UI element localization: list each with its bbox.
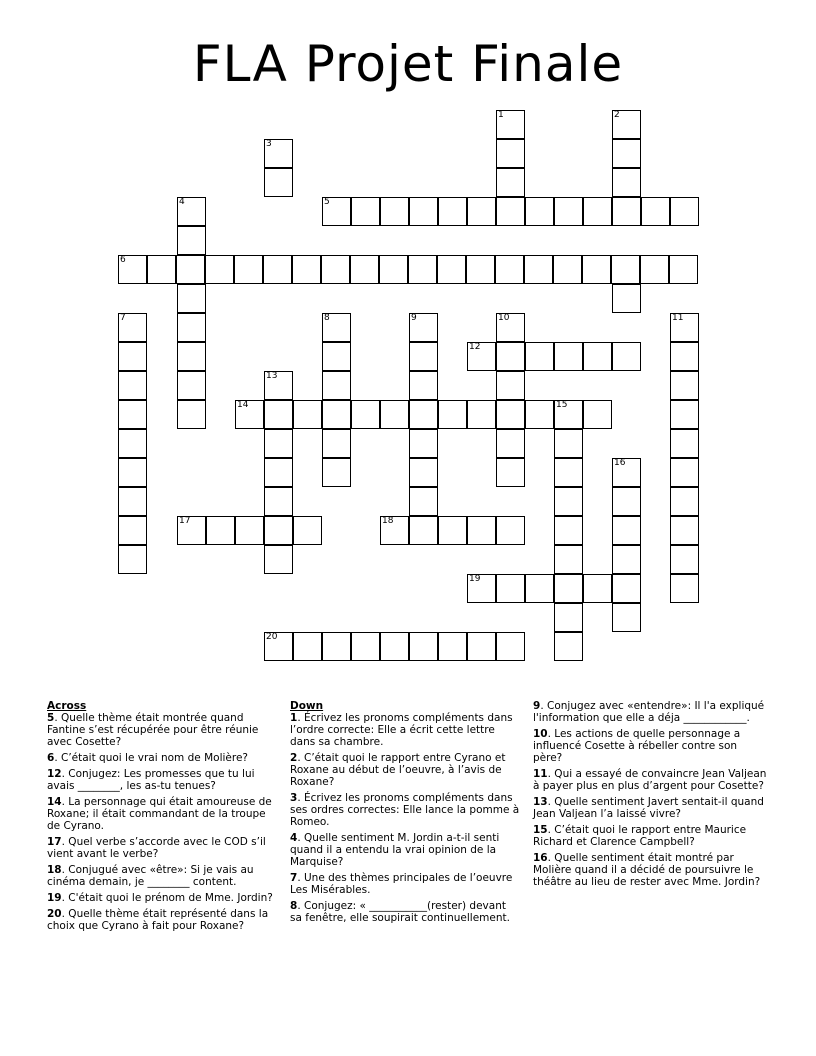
crossword-cell[interactable]	[670, 458, 699, 487]
crossword-cell[interactable]	[670, 516, 699, 545]
clue-item	[290, 832, 520, 868]
clue-number: 9	[411, 313, 417, 323]
crossword-cell[interactable]	[118, 487, 147, 516]
crossword-cell[interactable]	[496, 168, 525, 197]
clue-text: . C'était quoi le prénom de Mme. Jordin?	[61, 892, 273, 904]
crossword-cell[interactable]	[177, 516, 206, 545]
crossword-cell[interactable]	[293, 516, 322, 545]
crossword-cell[interactable]	[670, 429, 699, 458]
crossword-cell[interactable]	[438, 516, 467, 545]
clue-item	[533, 768, 769, 792]
crossword-cell[interactable]	[380, 400, 409, 429]
clue-number-label: 1	[290, 712, 298, 724]
crossword-cell[interactable]	[322, 632, 351, 661]
crossword-cell[interactable]	[118, 400, 147, 429]
crossword-cell[interactable]	[264, 632, 293, 661]
clue-number-label: 8	[290, 900, 298, 912]
crossword-cell[interactable]	[322, 371, 351, 400]
clue-number-label: 6	[47, 752, 55, 764]
down-heading: Down	[290, 700, 324, 712]
crossword-cell[interactable]	[612, 168, 641, 197]
clue-text: . Conjugez: Les promesses que tu lui avais ________, les as-tu tenues?	[47, 768, 255, 792]
crossword-cell[interactable]	[612, 284, 641, 313]
clue-number-label: 9	[533, 700, 541, 712]
crossword-cell[interactable]	[235, 400, 264, 429]
page-title: FLA Projet Finale	[192, 35, 624, 93]
clue-item	[47, 752, 279, 764]
crossword-cell[interactable]	[118, 313, 147, 342]
crossword-cell[interactable]	[554, 400, 583, 429]
crossword-cell[interactable]	[264, 545, 293, 574]
crossword-cell[interactable]	[409, 400, 438, 429]
crossword-cell[interactable]	[583, 197, 612, 226]
crossword-cell[interactable]	[177, 400, 206, 429]
crossword-cell[interactable]	[409, 458, 438, 487]
crossword-cell[interactable]	[641, 197, 670, 226]
clue-text: . Quelle sentiment Javert sentait-il quand Jean Valjean l’a laissé vivre?	[533, 796, 764, 820]
crossword-cell[interactable]	[380, 516, 409, 545]
across-clues	[47, 700, 279, 936]
crossword-cell[interactable]	[176, 255, 205, 284]
crossword-cell[interactable]	[612, 574, 641, 603]
crossword-cell[interactable]	[554, 342, 583, 371]
crossword-cell[interactable]	[177, 371, 206, 400]
crossword-cell[interactable]	[177, 226, 206, 255]
crossword-cell[interactable]	[264, 139, 293, 168]
crossword-cell[interactable]	[467, 342, 496, 371]
crossword-cell[interactable]	[496, 110, 525, 139]
clue-text: . Conjugué avec «être»: Si je vais au cinéma demain, je ________ content.	[47, 864, 254, 888]
crossword-cell[interactable]	[612, 487, 641, 516]
crossword-cell[interactable]	[438, 400, 467, 429]
clue-number: 13	[266, 371, 278, 381]
clue-number: 10	[498, 313, 510, 323]
crossword-cell[interactable]	[640, 255, 669, 284]
clue-item	[47, 712, 279, 748]
crossword-cell[interactable]	[554, 603, 583, 632]
crossword-cell[interactable]	[495, 255, 524, 284]
clue-text: . Une des thèmes principales de l’oeuvre Les Misérables.	[290, 872, 513, 896]
crossword-cell[interactable]	[467, 632, 496, 661]
clue-number: 1	[498, 110, 504, 120]
clue-number-label: 13	[533, 796, 548, 808]
crossword-cell[interactable]	[612, 110, 641, 139]
crossword-cell[interactable]	[582, 255, 611, 284]
clue-item	[533, 796, 769, 820]
crossword-cell[interactable]	[496, 313, 525, 342]
crossword-cell[interactable]	[496, 574, 525, 603]
clue-number-label: 3	[290, 792, 298, 804]
crossword-cell[interactable]	[409, 313, 438, 342]
crossword-cell[interactable]	[322, 197, 351, 226]
crossword-cell[interactable]	[409, 516, 438, 545]
clue-number: 5	[324, 197, 330, 207]
clue-item	[533, 824, 769, 848]
crossword-cell[interactable]	[264, 458, 293, 487]
crossword-cell[interactable]	[670, 313, 699, 342]
clue-number-label: 2	[290, 752, 298, 764]
crossword-cell[interactable]	[438, 632, 467, 661]
crossword-cell[interactable]	[293, 632, 322, 661]
crossword-cell[interactable]	[409, 632, 438, 661]
crossword-cell[interactable]	[669, 255, 698, 284]
crossword-cell[interactable]	[264, 516, 293, 545]
crossword-cell[interactable]	[380, 197, 409, 226]
clue-text: . Conjugez avec «entendre»: Il l'a expliqué l'information que elle a déja ____________.	[533, 700, 765, 724]
clue-text: . Quel verbe s’accorde avec le COD s’il vient avant le verbe?	[47, 836, 266, 860]
clue-text: . C’était quoi le vrai nom de Molière?	[54, 752, 248, 764]
crossword-cell[interactable]	[322, 342, 351, 371]
crossword-cell[interactable]	[350, 255, 379, 284]
crossword-cell[interactable]	[496, 139, 525, 168]
crossword-cell[interactable]	[554, 516, 583, 545]
crossword-cell[interactable]	[409, 342, 438, 371]
clue-text: . Quelle thème était montrée quand Fantine s’est récupérée pour être réunie avec Cosette?	[47, 712, 259, 748]
clue-number-label: 20	[47, 908, 62, 920]
clue-number: 12	[469, 342, 481, 352]
crossword-cell[interactable]	[437, 255, 466, 284]
clue-number: 8	[324, 313, 330, 323]
down-list-part-1	[290, 712, 520, 924]
crossword-cell[interactable]	[496, 371, 525, 400]
crossword-cell[interactable]	[205, 255, 234, 284]
crossword-cell[interactable]	[118, 458, 147, 487]
crossword-cell[interactable]	[554, 487, 583, 516]
crossword-cell[interactable]	[438, 197, 467, 226]
clue-item	[47, 768, 279, 792]
down-clues-col-1	[290, 700, 520, 928]
crossword-cell[interactable]	[118, 545, 147, 574]
crossword-cell[interactable]	[583, 342, 612, 371]
crossword-cell[interactable]	[263, 255, 292, 284]
clue-item	[533, 700, 769, 724]
crossword-cell[interactable]	[496, 458, 525, 487]
crossword-cell[interactable]	[670, 545, 699, 574]
crossword-cell[interactable]	[496, 400, 525, 429]
clue-item	[533, 728, 769, 764]
clue-number-label: 7	[290, 872, 298, 884]
clue-item	[290, 900, 520, 924]
clue-number-label: 19	[47, 892, 62, 904]
clue-text: . Quelle sentiment M. Jordin a-t-il senti quand il a entendu la vrai opinion de la Marquise?	[290, 832, 500, 868]
across-list	[47, 712, 279, 932]
clue-number: 20	[266, 632, 278, 642]
crossword-cell[interactable]	[118, 255, 147, 284]
crossword-cell[interactable]	[554, 429, 583, 458]
crossword-cell[interactable]	[147, 255, 176, 284]
clue-number: 19	[469, 574, 481, 584]
crossword-cell[interactable]	[118, 342, 147, 371]
crossword-cell[interactable]	[264, 371, 293, 400]
clue-text: . La personnage qui était amoureuse de Roxane; il était commandant de la troupe de Cyrano.	[47, 796, 272, 832]
clue-item	[47, 796, 279, 832]
crossword-cell[interactable]	[264, 400, 293, 429]
crossword-cell[interactable]	[611, 255, 640, 284]
clue-text: . C’était quoi le rapport entre Maurice Richard et Clarence Campbell?	[533, 824, 747, 848]
crossword-cell[interactable]	[525, 400, 554, 429]
crossword-cell[interactable]	[525, 197, 554, 226]
crossword-cell[interactable]	[670, 342, 699, 371]
clue-item	[47, 864, 279, 888]
crossword-cell[interactable]	[467, 400, 496, 429]
crossword-cell[interactable]	[467, 516, 496, 545]
crossword-cell[interactable]	[177, 197, 206, 226]
crossword-cell[interactable]	[118, 371, 147, 400]
clue-number-label: 17	[47, 836, 62, 848]
clue-text: . Quelle sentiment était montré par Molière quand il a décidé de poursuivre le théâtre au lieu de rester avec Mme. Jordin?	[533, 852, 761, 888]
clue-number: 3	[266, 139, 272, 149]
clue-text: . C’était quoi le rapport entre Cyrano et Roxane au début de l’oeuvre, à l’avis de Roxane?	[290, 752, 506, 788]
clue-text: . Qui a essayé de convaincre Jean Valjean à payer plus en plus d’argent pour Cosette?	[533, 768, 767, 792]
clue-number-label: 4	[290, 832, 298, 844]
crossword-cell[interactable]	[524, 255, 553, 284]
clue-item	[533, 852, 769, 888]
crossword-cell[interactable]	[409, 371, 438, 400]
crossword-cell[interactable]	[177, 313, 206, 342]
clue-number: 16	[614, 458, 626, 468]
clue-text: . Quelle thème était représenté dans la choix que Cyrano à fait pour Roxane?	[47, 908, 269, 932]
crossword-cell[interactable]	[206, 516, 235, 545]
crossword-cell[interactable]	[496, 342, 525, 371]
crossword-cell[interactable]	[380, 632, 409, 661]
clue-number-label: 14	[47, 796, 62, 808]
crossword-cell[interactable]	[612, 516, 641, 545]
clue-text: . Écrivez les pronoms compléments dans ses ordres correctes: Elle lance la pomme à Romeo.	[290, 792, 520, 828]
crossword-cell[interactable]	[264, 429, 293, 458]
crossword-cell[interactable]	[321, 255, 350, 284]
clue-number: 6	[120, 255, 126, 265]
crossword-cell[interactable]	[612, 139, 641, 168]
crossword-cell[interactable]	[322, 313, 351, 342]
crossword-cell[interactable]	[292, 255, 321, 284]
crossword-cell[interactable]	[612, 197, 641, 226]
crossword-cell[interactable]	[351, 197, 380, 226]
clue-number: 2	[614, 110, 620, 120]
clue-item	[290, 712, 520, 748]
clue-item	[47, 836, 279, 860]
crossword-cell[interactable]	[322, 429, 351, 458]
clue-number: 17	[179, 516, 191, 526]
clue-item	[290, 872, 520, 896]
clue-text: . Les actions de quelle personnage a influencé Cosette à rébeller contre son père?	[533, 728, 741, 764]
crossword-cell[interactable]	[554, 545, 583, 574]
crossword-cell[interactable]	[525, 574, 554, 603]
across-heading: Across	[47, 700, 87, 712]
crossword-cell[interactable]	[583, 400, 612, 429]
crossword-cell[interactable]	[496, 516, 525, 545]
crossword-cell[interactable]	[496, 632, 525, 661]
crossword-cell[interactable]	[409, 487, 438, 516]
crossword-cell[interactable]	[670, 371, 699, 400]
crossword-cell[interactable]	[553, 255, 582, 284]
crossword-cell[interactable]	[177, 342, 206, 371]
crossword-cell[interactable]	[467, 197, 496, 226]
crossword-cell[interactable]	[496, 429, 525, 458]
crossword-cell[interactable]	[612, 458, 641, 487]
crossword-cell[interactable]	[177, 284, 206, 313]
crossword-cell[interactable]	[264, 487, 293, 516]
clue-number-label: 15	[533, 824, 548, 836]
crossword-cell[interactable]	[351, 632, 380, 661]
clue-item	[47, 908, 279, 932]
crossword-cell[interactable]	[612, 603, 641, 632]
clue-number-label: 5	[47, 712, 55, 724]
clue-number-label: 12	[47, 768, 62, 780]
crossword-cell[interactable]	[351, 400, 380, 429]
clue-number: 18	[382, 516, 394, 526]
crossword-cell[interactable]	[612, 545, 641, 574]
clue-text: . Écrivez les pronoms compléments dans l’ordre correcte: Elle a écrit cette lettre dans sa chambre.	[290, 712, 513, 748]
down-list-part-2	[533, 700, 769, 888]
crossword-cell[interactable]	[525, 342, 554, 371]
crossword-cell[interactable]	[554, 574, 583, 603]
clue-item	[290, 752, 520, 788]
crossword-cell[interactable]	[118, 429, 147, 458]
crossword-cell[interactable]	[379, 255, 408, 284]
crossword-cell[interactable]	[234, 255, 263, 284]
crossword-cell[interactable]	[408, 255, 437, 284]
crossword-cell[interactable]	[496, 197, 525, 226]
crossword-cell[interactable]	[235, 516, 264, 545]
clue-number: 7	[120, 313, 126, 323]
clue-number: 14	[237, 400, 249, 410]
crossword-cell[interactable]	[554, 458, 583, 487]
crossword-cell[interactable]	[322, 458, 351, 487]
crossword-cell[interactable]	[293, 400, 322, 429]
clue-item	[290, 792, 520, 828]
crossword-cell[interactable]	[467, 574, 496, 603]
crossword-cell[interactable]	[612, 342, 641, 371]
crossword-cell[interactable]	[118, 516, 147, 545]
clue-number-label: 10	[533, 728, 548, 740]
crossword-cell[interactable]	[322, 400, 351, 429]
crossword-cell[interactable]	[264, 168, 293, 197]
clue-number-label: 11	[533, 768, 548, 780]
crossword-cell[interactable]	[466, 255, 495, 284]
crossword-cell[interactable]	[554, 197, 583, 226]
crossword-cell[interactable]	[670, 487, 699, 516]
crossword-cell[interactable]	[409, 197, 438, 226]
crossword-cell[interactable]	[670, 197, 699, 226]
clue-number: 4	[179, 197, 185, 207]
clue-number-label: 18	[47, 864, 62, 876]
crossword-cell[interactable]	[583, 574, 612, 603]
crossword-cell[interactable]	[670, 574, 699, 603]
crossword-cell[interactable]	[554, 632, 583, 661]
clue-text: . Conjugez: « ___________(rester) devant sa fenêtre, elle soupirait continuellement.	[290, 900, 510, 924]
clue-item	[47, 892, 279, 904]
clue-number-label: 16	[533, 852, 548, 864]
clue-number: 11	[672, 313, 684, 323]
down-clues-col-2	[533, 700, 769, 892]
crossword-cell[interactable]	[670, 400, 699, 429]
crossword-cell[interactable]	[409, 429, 438, 458]
clue-number: 15	[556, 400, 568, 410]
